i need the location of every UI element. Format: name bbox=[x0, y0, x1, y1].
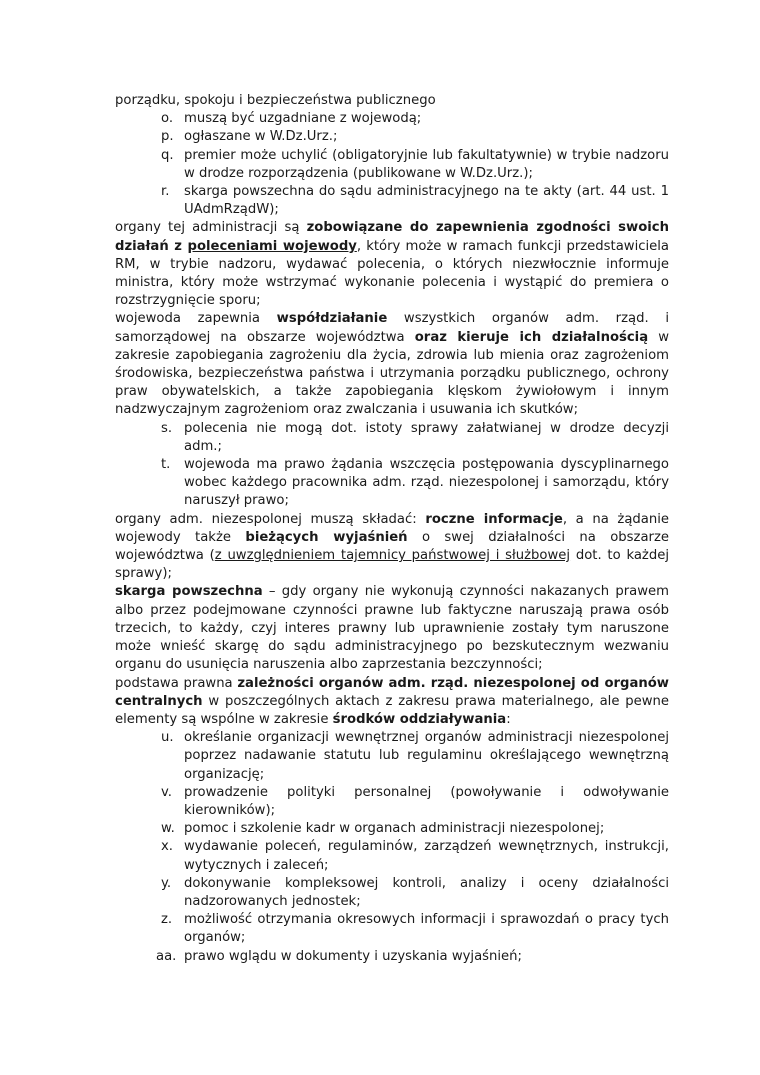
list-item-text: prowadzenie polityki personalnej (powoływanie i odwoływanie kierowników); bbox=[184, 784, 669, 818]
paragraph-dependency bbox=[115, 675, 669, 730]
list-item-text: muszą być uzgadniane z wojewodą; bbox=[184, 111, 422, 127]
bold-run: współdziałanie bbox=[276, 311, 388, 327]
list-marker: v. bbox=[161, 784, 172, 800]
text-run: dot. to każdej sprawy); bbox=[115, 548, 669, 582]
paragraph-cooperation bbox=[115, 310, 669, 419]
list-item bbox=[115, 838, 669, 874]
list-marker: w. bbox=[161, 821, 175, 837]
list-marker: z. bbox=[161, 912, 173, 928]
list-item-text: określanie organizacji wewnętrznej organów administracji niezespolonej poprzez nadawanie statutu lub regulaminu określającego wewnętrzną organizację; bbox=[184, 730, 669, 782]
text-run: wszystkich organów adm. rząd. i samorządowej na obszarze województwa bbox=[115, 311, 670, 345]
list-item bbox=[115, 729, 669, 784]
list-marker: r. bbox=[161, 184, 170, 200]
text-run: : bbox=[506, 711, 511, 727]
list-item-text: wojewoda ma prawo żądania wszczęcia postępowania dyscyplinarnego wobec każdego pracownika adm. rząd. niezespolonej i samorządu, który naruszył prawo; bbox=[184, 457, 669, 509]
text-run: organy tej administracji są bbox=[115, 220, 307, 236]
list-item bbox=[115, 948, 669, 966]
list-u-aa bbox=[115, 729, 669, 966]
text-run: w poszczególnych aktach z zakresu prawa materialnego, ale pewne elementy są wspólne w zakresie bbox=[115, 693, 669, 727]
text-run: wojewoda zapewnia bbox=[115, 311, 277, 327]
list-item-text: pomoc i szkolenie kadr w organach administracji niezespolonej; bbox=[184, 821, 605, 837]
list-marker: s. bbox=[161, 420, 173, 436]
list-marker: y. bbox=[161, 875, 172, 891]
list-item bbox=[115, 820, 669, 838]
list-item-text: możliwość otrzymania okresowych informacji i sprawozdań o pracy tych organów; bbox=[184, 912, 669, 946]
list-marker: t. bbox=[161, 457, 171, 473]
list-o-r bbox=[115, 110, 669, 219]
list-marker: u. bbox=[161, 730, 174, 746]
list-marker: x. bbox=[161, 839, 173, 855]
paragraph-obligations bbox=[115, 219, 669, 310]
bold-run: zależności organów adm. rząd. niezespolonej od organów centralnych bbox=[115, 675, 669, 709]
list-item-text: polecenia nie mogą dot. istoty sprawy załatwianej w drodze decyzji adm.; bbox=[184, 420, 669, 454]
list-item-text: premier może uchylić (obligatoryjnie lub fakultatywnie) w trybie nadzoru w drodze rozporządzenia (publikowane w W.Dz.Urz.); bbox=[184, 147, 669, 181]
bold-run: zobowiązane do zapewnienia zgodności swoich działań z bbox=[115, 220, 669, 254]
bold-run: oraz kieruje ich działalnością bbox=[414, 329, 649, 345]
text-run: organy adm. niezespolonej muszą składać: bbox=[115, 511, 426, 527]
text-run: , a na żądanie wojewody także bbox=[115, 511, 669, 545]
list-item bbox=[115, 784, 669, 820]
list-item-text: ogłaszane w W.Dz.Urz.; bbox=[184, 129, 338, 145]
text-run: , który może w ramach funkcji przedstawiciela RM, w trybie nadzoru, wydawać polecenia, o których niezwłocznie informuje ministra, który może wstrzymać wykonanie polecenia i wystąpić do premiera o rozstrzygnięcie sporu; bbox=[115, 238, 670, 309]
list-item-text: dokonywanie kompleksowej kontroli, analizy i oceny działalności nadzorowanych jednostek; bbox=[184, 875, 669, 909]
bold-run: skarga powszechna bbox=[115, 584, 263, 600]
text-run: o swej działalności na obszarze województwa ( bbox=[115, 529, 669, 564]
list-marker: aa. bbox=[156, 948, 177, 964]
list-item bbox=[115, 147, 669, 183]
bold-run: środków oddziaływania bbox=[332, 711, 507, 727]
text-run: podstawa prawna bbox=[115, 675, 238, 691]
list-s-t bbox=[115, 420, 669, 511]
list-marker: o. bbox=[161, 111, 174, 127]
list-marker: q. bbox=[161, 147, 174, 163]
text-run: – gdy organy nie wykonują czynności nakazanych prawem albo przez podejmowane czynności prawne lub faktyczne naruszają prawa osób trzecich, to każdy, czyj interes prawny lub uprawnienie zostały tym naruszone może wnieść skargę do sądu administracyjnego po bezskutecznym wezwaniu organu do usunięcia naruszenia albo zaprzestania bezczynności; bbox=[115, 584, 669, 673]
paragraph-complaint bbox=[115, 583, 669, 674]
intro-line: porządku, spokoju i bezpieczeństwa publicznego bbox=[115, 93, 436, 108]
list-item bbox=[115, 911, 669, 947]
paragraph-reporting bbox=[115, 511, 669, 584]
list-item-text: prawo wglądu w dokumenty i uzyskania wyjaśnień; bbox=[184, 948, 522, 964]
list-item bbox=[115, 456, 669, 511]
bold-run: bieżących wyjaśnień bbox=[245, 529, 408, 545]
list-item-text: skarga powszechna do sądu administracyjnego na te akty (art. 44 ust. 1 UAdmRządW); bbox=[184, 184, 669, 218]
underline-run: z uwzględnieniem tajemnicy państwowej i służbowej bbox=[214, 548, 571, 564]
list-item bbox=[115, 110, 669, 128]
text-run: w zakresie zapobiegania zagrożeniu dla życia, zdrowia lub mienia oraz zagrożeniom środowiska, bezpieczeństwa państwa i utrzymania porządku publicznego, ochrony praw obywatelskich, a także zapobiegania klęskom żywiołowym i innym nadzwyczajnym zagrożeniom oraz zwalczania i usuwania ich skutków; bbox=[115, 329, 669, 418]
list-item bbox=[115, 183, 669, 219]
bold-run: roczne informacje bbox=[425, 511, 563, 527]
list-item bbox=[115, 875, 669, 911]
list-item bbox=[115, 420, 669, 456]
list-item bbox=[115, 128, 669, 146]
list-marker: p. bbox=[161, 129, 174, 145]
document-page bbox=[115, 92, 669, 966]
bold-underline-run: poleceniami wojewody bbox=[187, 238, 357, 254]
list-item-text: wydawanie poleceń, regulaminów, zarządzeń wewnętrznych, instrukcji, wytycznych i zaleceń; bbox=[184, 839, 669, 873]
